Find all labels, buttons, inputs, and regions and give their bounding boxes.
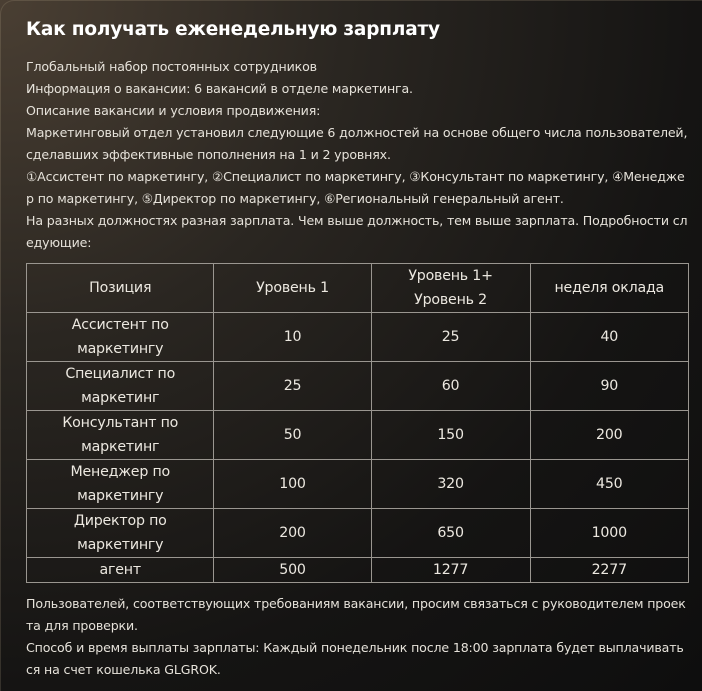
cell-level-1-2: 320 [371,460,530,509]
cell-level-1: 10 [214,313,371,362]
cell-weekly-salary: 450 [530,460,688,509]
header-level-1: Уровень 1 [214,264,371,313]
salary-table [26,263,689,583]
header-weekly-salary: неделя оклада [530,264,688,313]
footer-section [26,593,688,681]
cell-position: Директор по маркетингу [27,509,214,558]
intro-line-positions-list: ①Ассистент по маркетингу, ②Специалист по маркетингу, ③Консультант по маркетингу, ④Менеджер по маркетингу, ⑤Директор по маркетингу, ⑥Региональный генеральный агент. [26,169,685,206]
cell-weekly-salary: 40 [530,313,688,362]
cell-level-1-2: 25 [371,313,530,362]
cell-weekly-salary: 2277 [530,558,688,583]
cell-weekly-salary: 200 [530,411,688,460]
table-row [27,460,689,509]
cell-level-1: 500 [214,558,371,583]
cell-level-1: 50 [214,411,371,460]
cell-position: агент [27,558,214,583]
footer-payment-schedule: Способ и время выплаты зарплаты: Каждый понедельник после 18:00 зарплата будет выплачиваться на счет кошелька GLGROK. [26,640,684,677]
table-row [27,509,689,558]
cell-weekly-salary: 90 [530,362,688,411]
cell-level-1: 100 [214,460,371,509]
cell-level-1-2: 650 [371,509,530,558]
cell-position: Менеджер по маркетингу [27,460,214,509]
header-level-1-2: Уровень 1+ Уровень 2 [371,264,530,313]
cell-level-1-2: 150 [371,411,530,460]
cell-weekly-salary: 1000 [530,509,688,558]
intro-section [26,56,688,254]
intro-line-positions-basis: Маркетинговый отдел установил следующие 6 должностей на основе общего числа пользователей, сделавших эффективные пополнения на 1 и 2 уровнях. [26,125,688,162]
intro-line-vacancy-info: Информация о вакансии: 6 вакансий в отделе маркетинга. [26,81,413,96]
table-header-row [27,264,689,313]
cell-position: Специалист по маркетинг [27,362,214,411]
intro-line-salary-note: На разных должностях разная зарплата. Чем выше должность, тем выше зарплата. Подробности следующие: [26,213,688,250]
page-title: Как получать еженедельную зарплату [26,19,440,40]
table-row [27,362,689,411]
cell-level-1-2: 60 [371,362,530,411]
table-row [27,558,689,583]
cell-level-1: 25 [214,362,371,411]
footer-contact-note: Пользователей, соответствующих требованиям вакансии, просим связаться с руководителем проекта для проверки. [26,596,686,633]
cell-level-1-2: 1277 [371,558,530,583]
header-position: Позиция [27,264,214,313]
intro-line-recruitment: Глобальный набор постоянных сотрудников [26,59,317,74]
table-row [27,411,689,460]
table-row [27,313,689,362]
cell-position: Консультант по маркетинг [27,411,214,460]
cell-position: Ассистент по маркетингу [27,313,214,362]
intro-line-description-heading: Описание вакансии и условия продвижения: [26,103,321,118]
cell-level-1: 200 [214,509,371,558]
